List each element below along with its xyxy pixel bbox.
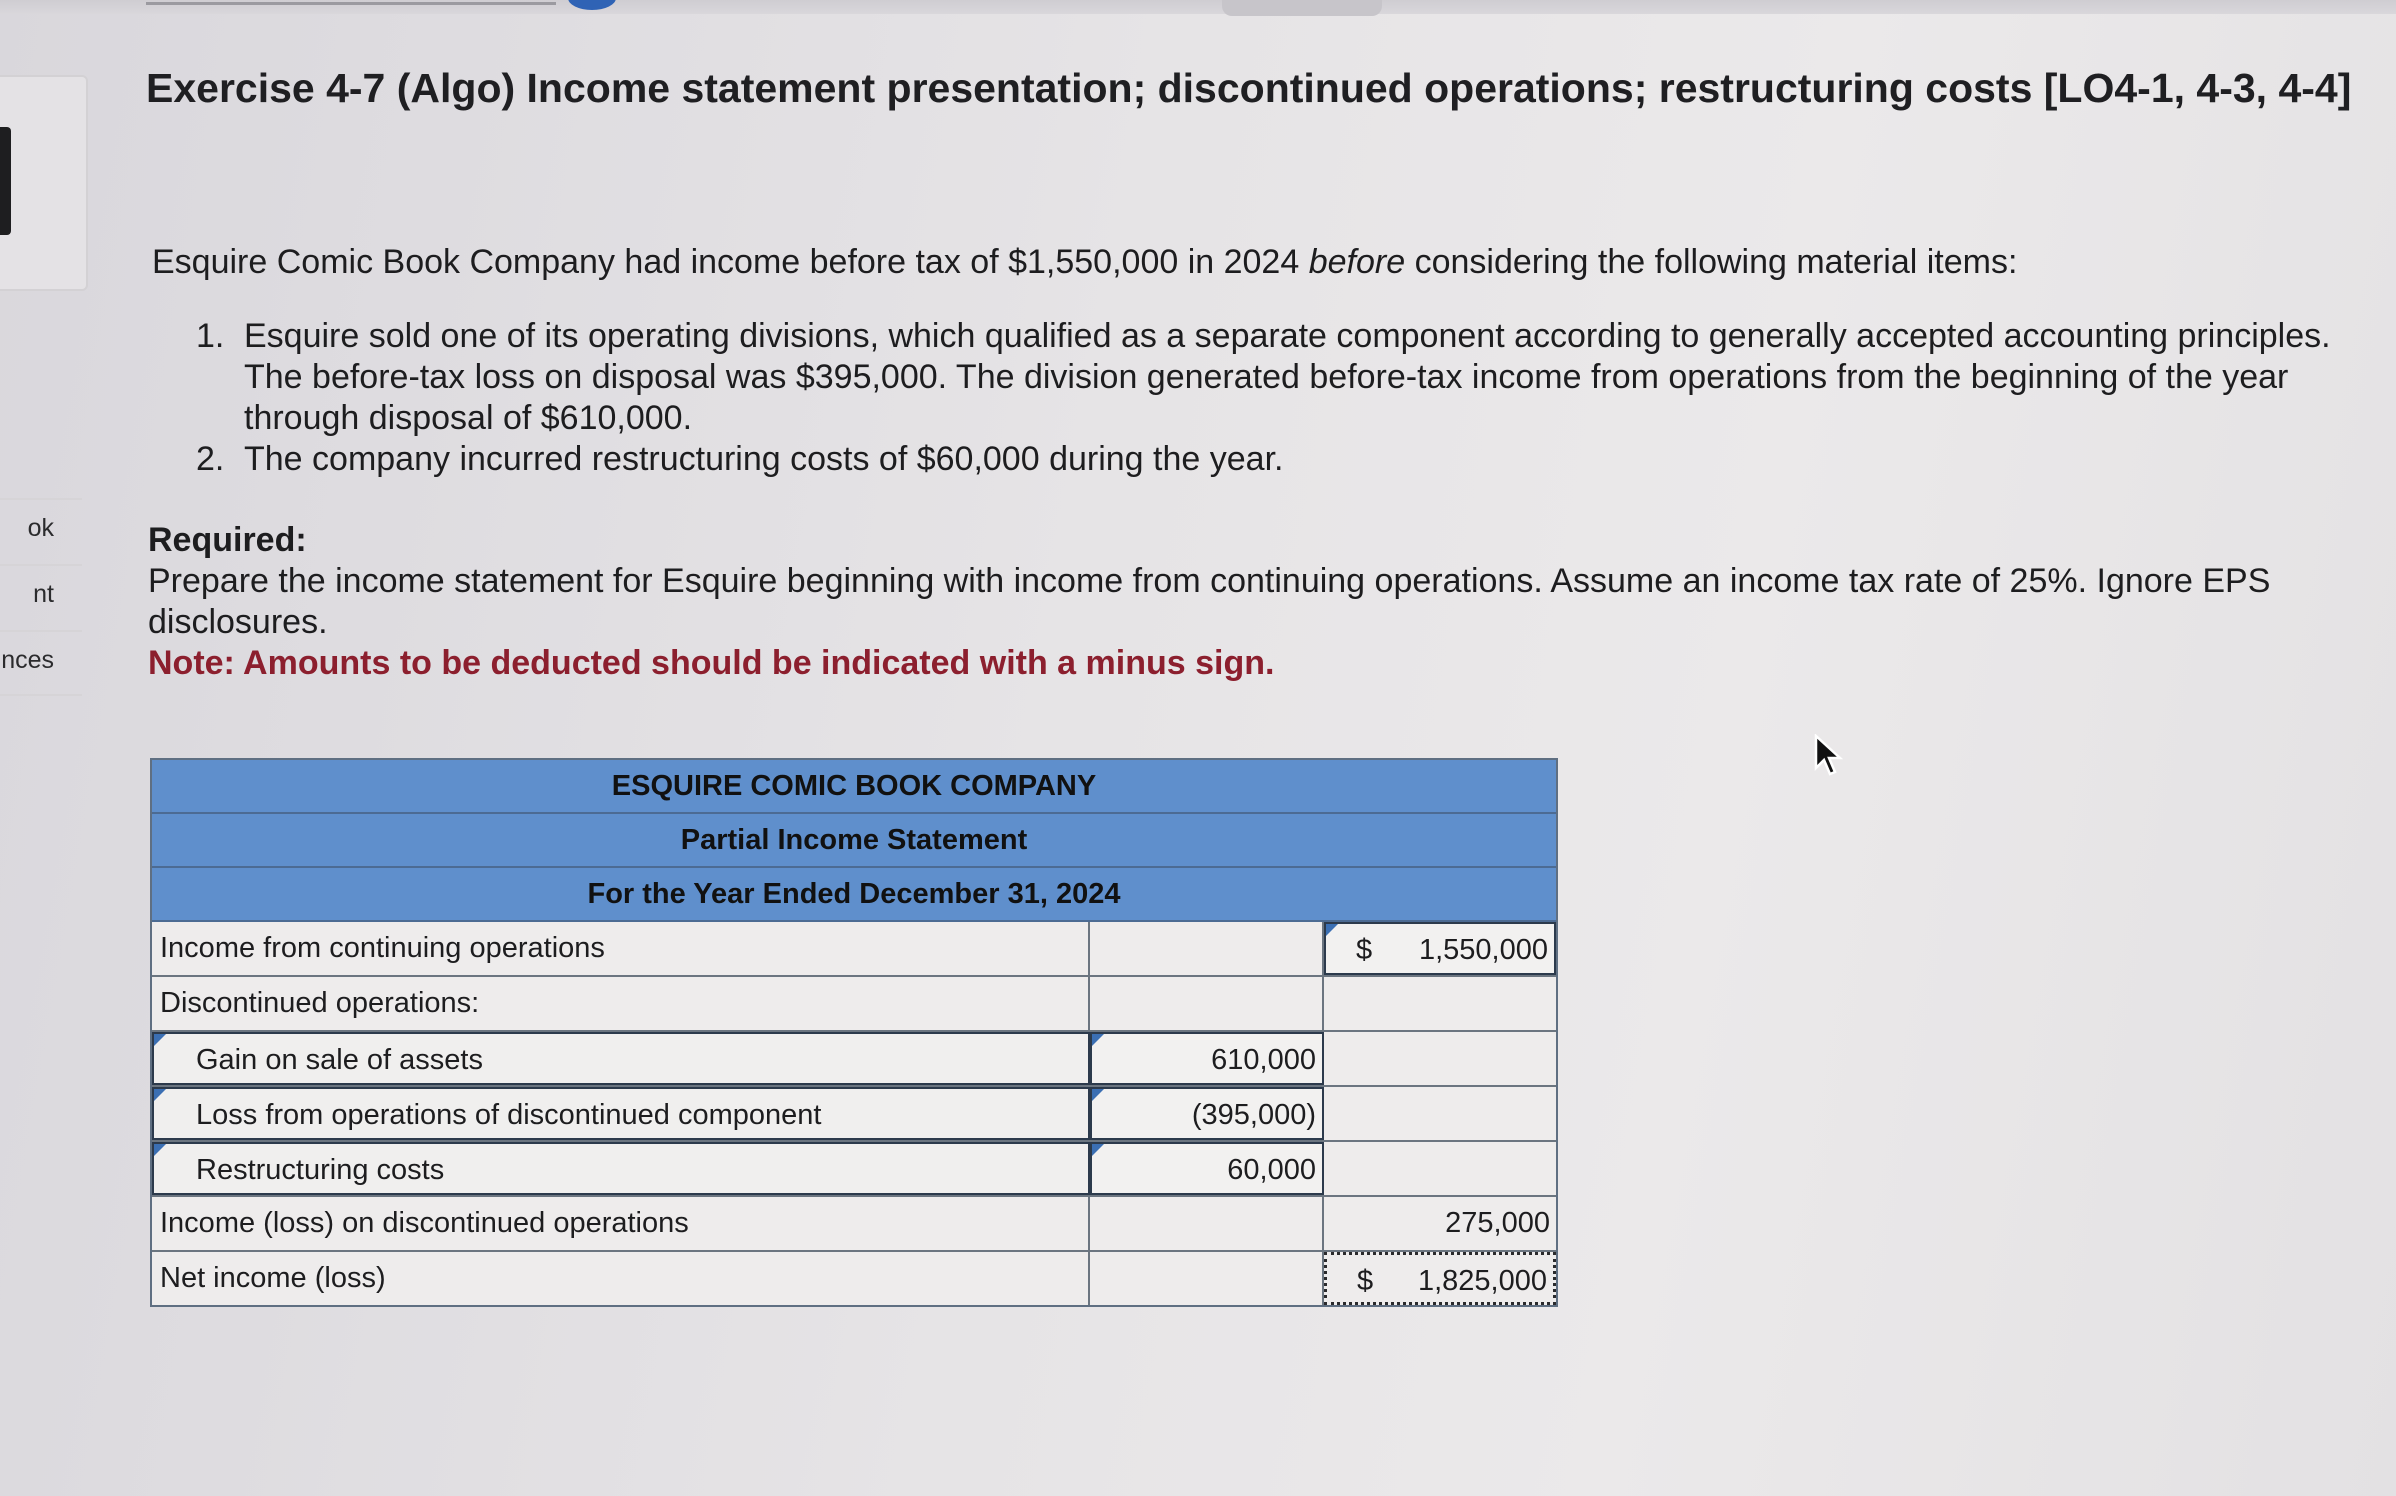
line-item-select[interactable]: Gain on sale of assets [152, 1032, 1090, 1085]
row-mid-amount [1090, 1197, 1324, 1250]
list-item-text: The company incurred restructuring costs of $60,000 during the year. [244, 440, 1284, 478]
material-items-list [196, 316, 2346, 480]
row-right-amount: 1,825,000 [1417, 1265, 1547, 1297]
row-mid-amount [1090, 1252, 1324, 1305]
row-right-amount [1324, 977, 1556, 1030]
intro-text-after: considering the following material items: [1414, 243, 2018, 281]
left-sidebar [0, 70, 90, 1270]
sidebar-active-indicator [0, 127, 11, 235]
amount-input[interactable]: 610,000 [1090, 1032, 1324, 1085]
dollar-sign: $ [1357, 1265, 1374, 1297]
sidebar-item-label: nt [33, 580, 54, 608]
list-item [196, 316, 2346, 439]
list-item-number: 2. [196, 440, 225, 478]
amount-input[interactable]: (395,000) [1090, 1087, 1324, 1140]
row-label: Income (loss) on discontinued operations [152, 1197, 1090, 1250]
net-income-total [1324, 1252, 1556, 1305]
row-right-amount: 1,550,000 [1418, 934, 1548, 966]
list-item-text: Esquire sold one of its operating divisions, which qualified as a separate component according to generally accepted accounting principles. The before-tax loss on disposal was $395,000. The division generated before-tax income from operations from the beginning of the year through disposal of $610,000. [244, 317, 2331, 437]
mouse-pointer-icon [1814, 734, 1844, 778]
list-item [196, 439, 2346, 480]
row-label: Net income (loss) [152, 1252, 1090, 1305]
dollar-sign: $ [1356, 934, 1373, 966]
income-statement-table [150, 758, 1558, 1307]
discontinued-total: 275,000 [1445, 1207, 1550, 1239]
table-row [152, 922, 1556, 977]
row-right-amount [1324, 1032, 1556, 1085]
table-row [152, 1197, 1556, 1252]
exercise-title: Exercise 4-7 (Algo) Income statement presentation; discontinued operations; restructuring costs [LO4-1, 4-3, 4-4] [146, 65, 2352, 111]
instruction-note: Note: Amounts to be deducted should be indicated with a minus sign. [148, 644, 1275, 682]
table-row [152, 977, 1556, 1032]
line-item-select[interactable]: Restructuring costs [152, 1142, 1090, 1195]
row-mid-amount [1090, 922, 1324, 975]
sidebar-item-label: nces [1, 646, 54, 674]
table-row [152, 1142, 1556, 1197]
row-label: Income from continuing operations [152, 922, 1090, 975]
required-section [148, 520, 2368, 684]
row-right-amount [1324, 1087, 1556, 1140]
list-item-number: 1. [196, 317, 225, 355]
required-text: Prepare the income statement for Esquire beginning with income from continuing operations. Assume an income tax rate of 25%. Ignore EPS disclosures. [148, 562, 2271, 641]
info-icon[interactable] [568, 0, 616, 10]
top-rule [146, 2, 556, 5]
sidebar-item-references[interactable] [0, 630, 82, 696]
sidebar-item-ebook[interactable] [0, 498, 82, 564]
statement-subtitle: Partial Income Statement [152, 814, 1556, 868]
statement-period: For the Year Ended December 31, 2024 [152, 868, 1556, 922]
row-label: Discontinued operations: [152, 977, 1090, 1030]
sidebar-item-print[interactable] [0, 564, 82, 630]
continuing-income-input[interactable] [1324, 922, 1556, 975]
amount-input[interactable]: 60,000 [1090, 1142, 1324, 1195]
row-mid-amount [1090, 977, 1324, 1030]
browser-top-strip [0, 0, 2396, 14]
row-right-amount [1324, 1142, 1556, 1195]
top-tab-handle[interactable] [1222, 0, 1382, 16]
required-heading: Required: [148, 521, 307, 559]
statement-company-name: ESQUIRE COMIC BOOK COMPANY [152, 760, 1556, 814]
intro-emphasis: before [1308, 243, 1406, 281]
sidebar-card [0, 75, 88, 291]
table-row [152, 1032, 1556, 1087]
table-row [152, 1087, 1556, 1142]
sidebar-item-label: ok [27, 514, 54, 542]
table-row [152, 1252, 1556, 1305]
exercise-intro [152, 240, 2352, 284]
line-item-select[interactable]: Loss from operations of discontinued component [152, 1087, 1090, 1140]
exercise-content [146, 62, 2366, 682]
intro-text-before: Esquire Comic Book Company had income before tax of $1,550,000 in 2024 [152, 243, 1300, 281]
